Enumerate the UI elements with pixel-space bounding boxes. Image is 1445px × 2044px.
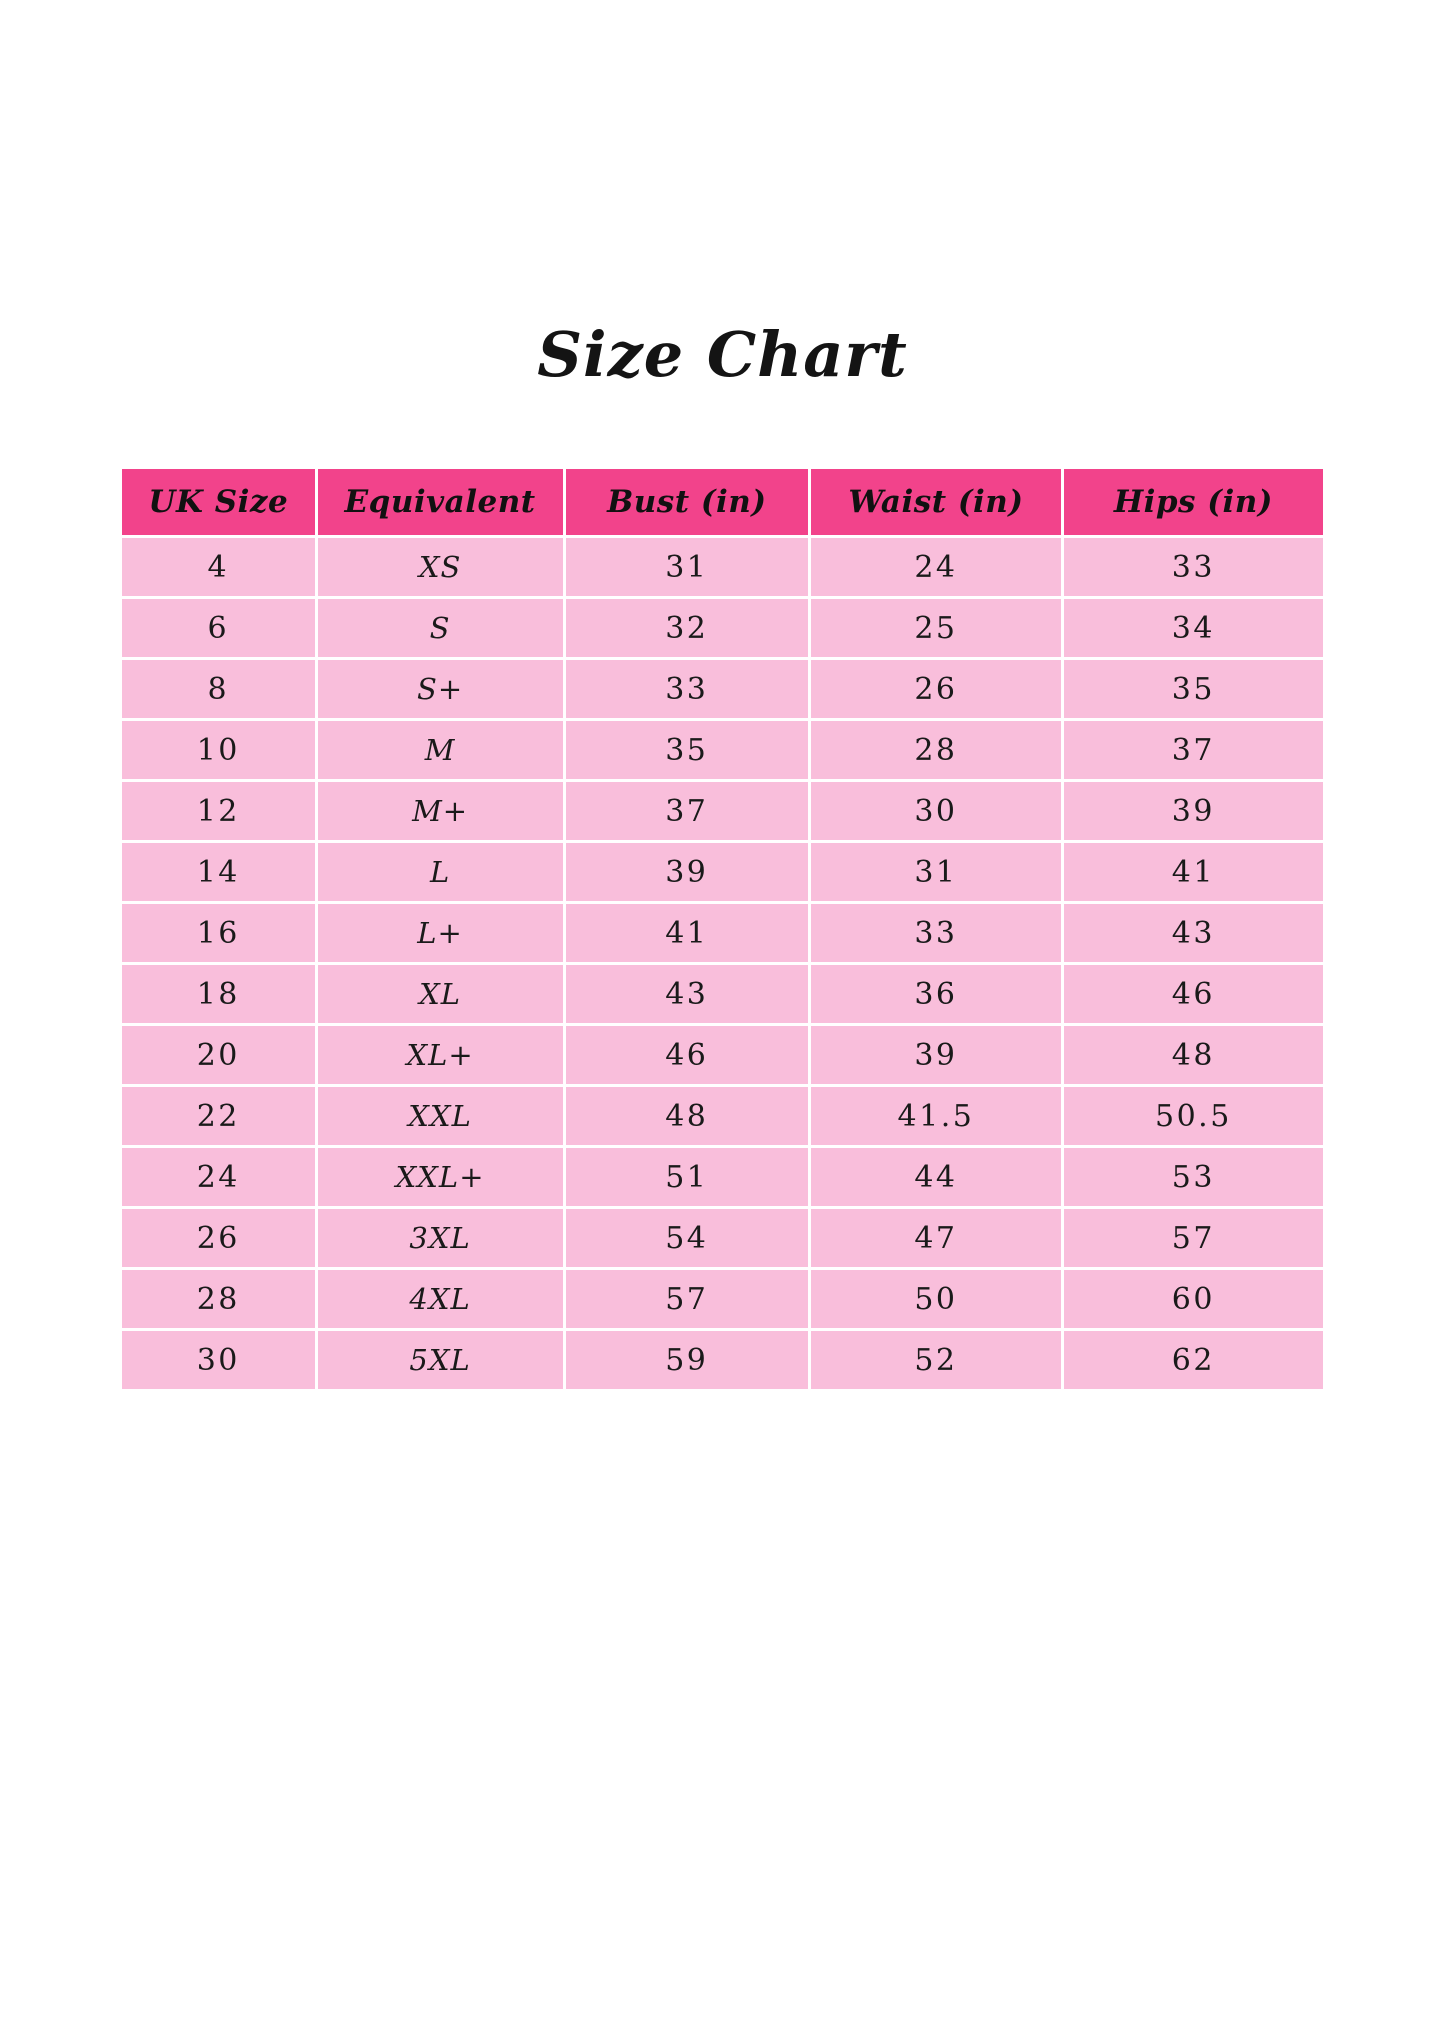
table-row: [122, 1209, 1323, 1267]
cell-hips: 33: [1064, 538, 1323, 596]
table-row: [122, 1026, 1323, 1084]
table-header-row: [122, 469, 1323, 535]
cell-uk-size: 6: [122, 599, 315, 657]
cell-bust: 48: [566, 1087, 809, 1145]
cell-uk-size: 24: [122, 1148, 315, 1206]
cell-bust: 46: [566, 1026, 809, 1084]
cell-waist: 25: [811, 599, 1061, 657]
cell-waist: 50: [811, 1270, 1061, 1328]
cell-hips: 53: [1064, 1148, 1323, 1206]
table-row: [122, 1270, 1323, 1328]
cell-waist: 33: [811, 904, 1061, 962]
cell-waist: 36: [811, 965, 1061, 1023]
table-row: [122, 782, 1323, 840]
table-row: [122, 1331, 1323, 1389]
table-row: [122, 599, 1323, 657]
column-header-bust: Bust (in): [566, 469, 809, 535]
cell-uk-size: 14: [122, 843, 315, 901]
cell-uk-size: 20: [122, 1026, 315, 1084]
cell-bust: 33: [566, 660, 809, 718]
cell-bust: 39: [566, 843, 809, 901]
cell-waist: 30: [811, 782, 1061, 840]
page-title: Size Chart: [537, 318, 908, 391]
cell-hips: 48: [1064, 1026, 1323, 1084]
cell-equivalent: M: [318, 721, 563, 779]
cell-waist: 44: [811, 1148, 1061, 1206]
cell-uk-size: 4: [122, 538, 315, 596]
size-chart-table-container: [119, 466, 1326, 1392]
table-row: [122, 538, 1323, 596]
cell-waist: 28: [811, 721, 1061, 779]
cell-waist: 52: [811, 1331, 1061, 1389]
cell-hips: 50.5: [1064, 1087, 1323, 1145]
cell-hips: 57: [1064, 1209, 1323, 1267]
cell-waist: 39: [811, 1026, 1061, 1084]
cell-uk-size: 28: [122, 1270, 315, 1328]
cell-bust: 57: [566, 1270, 809, 1328]
cell-bust: 32: [566, 599, 809, 657]
column-header-hips: Hips (in): [1064, 469, 1323, 535]
cell-hips: 60: [1064, 1270, 1323, 1328]
cell-uk-size: 16: [122, 904, 315, 962]
table-row: [122, 660, 1323, 718]
cell-hips: 35: [1064, 660, 1323, 718]
cell-equivalent: XXL+: [318, 1148, 563, 1206]
cell-hips: 37: [1064, 721, 1323, 779]
cell-waist: 24: [811, 538, 1061, 596]
cell-bust: 51: [566, 1148, 809, 1206]
cell-hips: 34: [1064, 599, 1323, 657]
table-row: [122, 965, 1323, 1023]
cell-bust: 54: [566, 1209, 809, 1267]
cell-hips: 41: [1064, 843, 1323, 901]
cell-uk-size: 8: [122, 660, 315, 718]
table-row: [122, 843, 1323, 901]
cell-equivalent: S+: [318, 660, 563, 718]
cell-equivalent: XS: [318, 538, 563, 596]
cell-hips: 46: [1064, 965, 1323, 1023]
cell-uk-size: 26: [122, 1209, 315, 1267]
cell-bust: 35: [566, 721, 809, 779]
cell-hips: 39: [1064, 782, 1323, 840]
cell-uk-size: 30: [122, 1331, 315, 1389]
cell-uk-size: 12: [122, 782, 315, 840]
column-header-equivalent: Equivalent: [318, 469, 563, 535]
cell-uk-size: 18: [122, 965, 315, 1023]
cell-equivalent: M+: [318, 782, 563, 840]
cell-uk-size: 22: [122, 1087, 315, 1145]
cell-bust: 41: [566, 904, 809, 962]
table-row: [122, 904, 1323, 962]
column-header-uk-size: UK Size: [122, 469, 315, 535]
cell-bust: 43: [566, 965, 809, 1023]
cell-equivalent: XXL: [318, 1087, 563, 1145]
cell-equivalent: XL: [318, 965, 563, 1023]
cell-equivalent: 4XL: [318, 1270, 563, 1328]
table-row: [122, 1148, 1323, 1206]
cell-equivalent: L+: [318, 904, 563, 962]
cell-equivalent: XL+: [318, 1026, 563, 1084]
cell-bust: 37: [566, 782, 809, 840]
size-chart-table: [119, 466, 1326, 1392]
cell-equivalent: S: [318, 599, 563, 657]
cell-equivalent: 3XL: [318, 1209, 563, 1267]
cell-hips: 62: [1064, 1331, 1323, 1389]
cell-waist: 47: [811, 1209, 1061, 1267]
cell-hips: 43: [1064, 904, 1323, 962]
cell-bust: 59: [566, 1331, 809, 1389]
cell-uk-size: 10: [122, 721, 315, 779]
table-row: [122, 721, 1323, 779]
column-header-waist: Waist (in): [811, 469, 1061, 535]
cell-waist: 26: [811, 660, 1061, 718]
cell-waist: 41.5: [811, 1087, 1061, 1145]
cell-equivalent: L: [318, 843, 563, 901]
cell-bust: 31: [566, 538, 809, 596]
table-row: [122, 1087, 1323, 1145]
cell-waist: 31: [811, 843, 1061, 901]
cell-equivalent: 5XL: [318, 1331, 563, 1389]
